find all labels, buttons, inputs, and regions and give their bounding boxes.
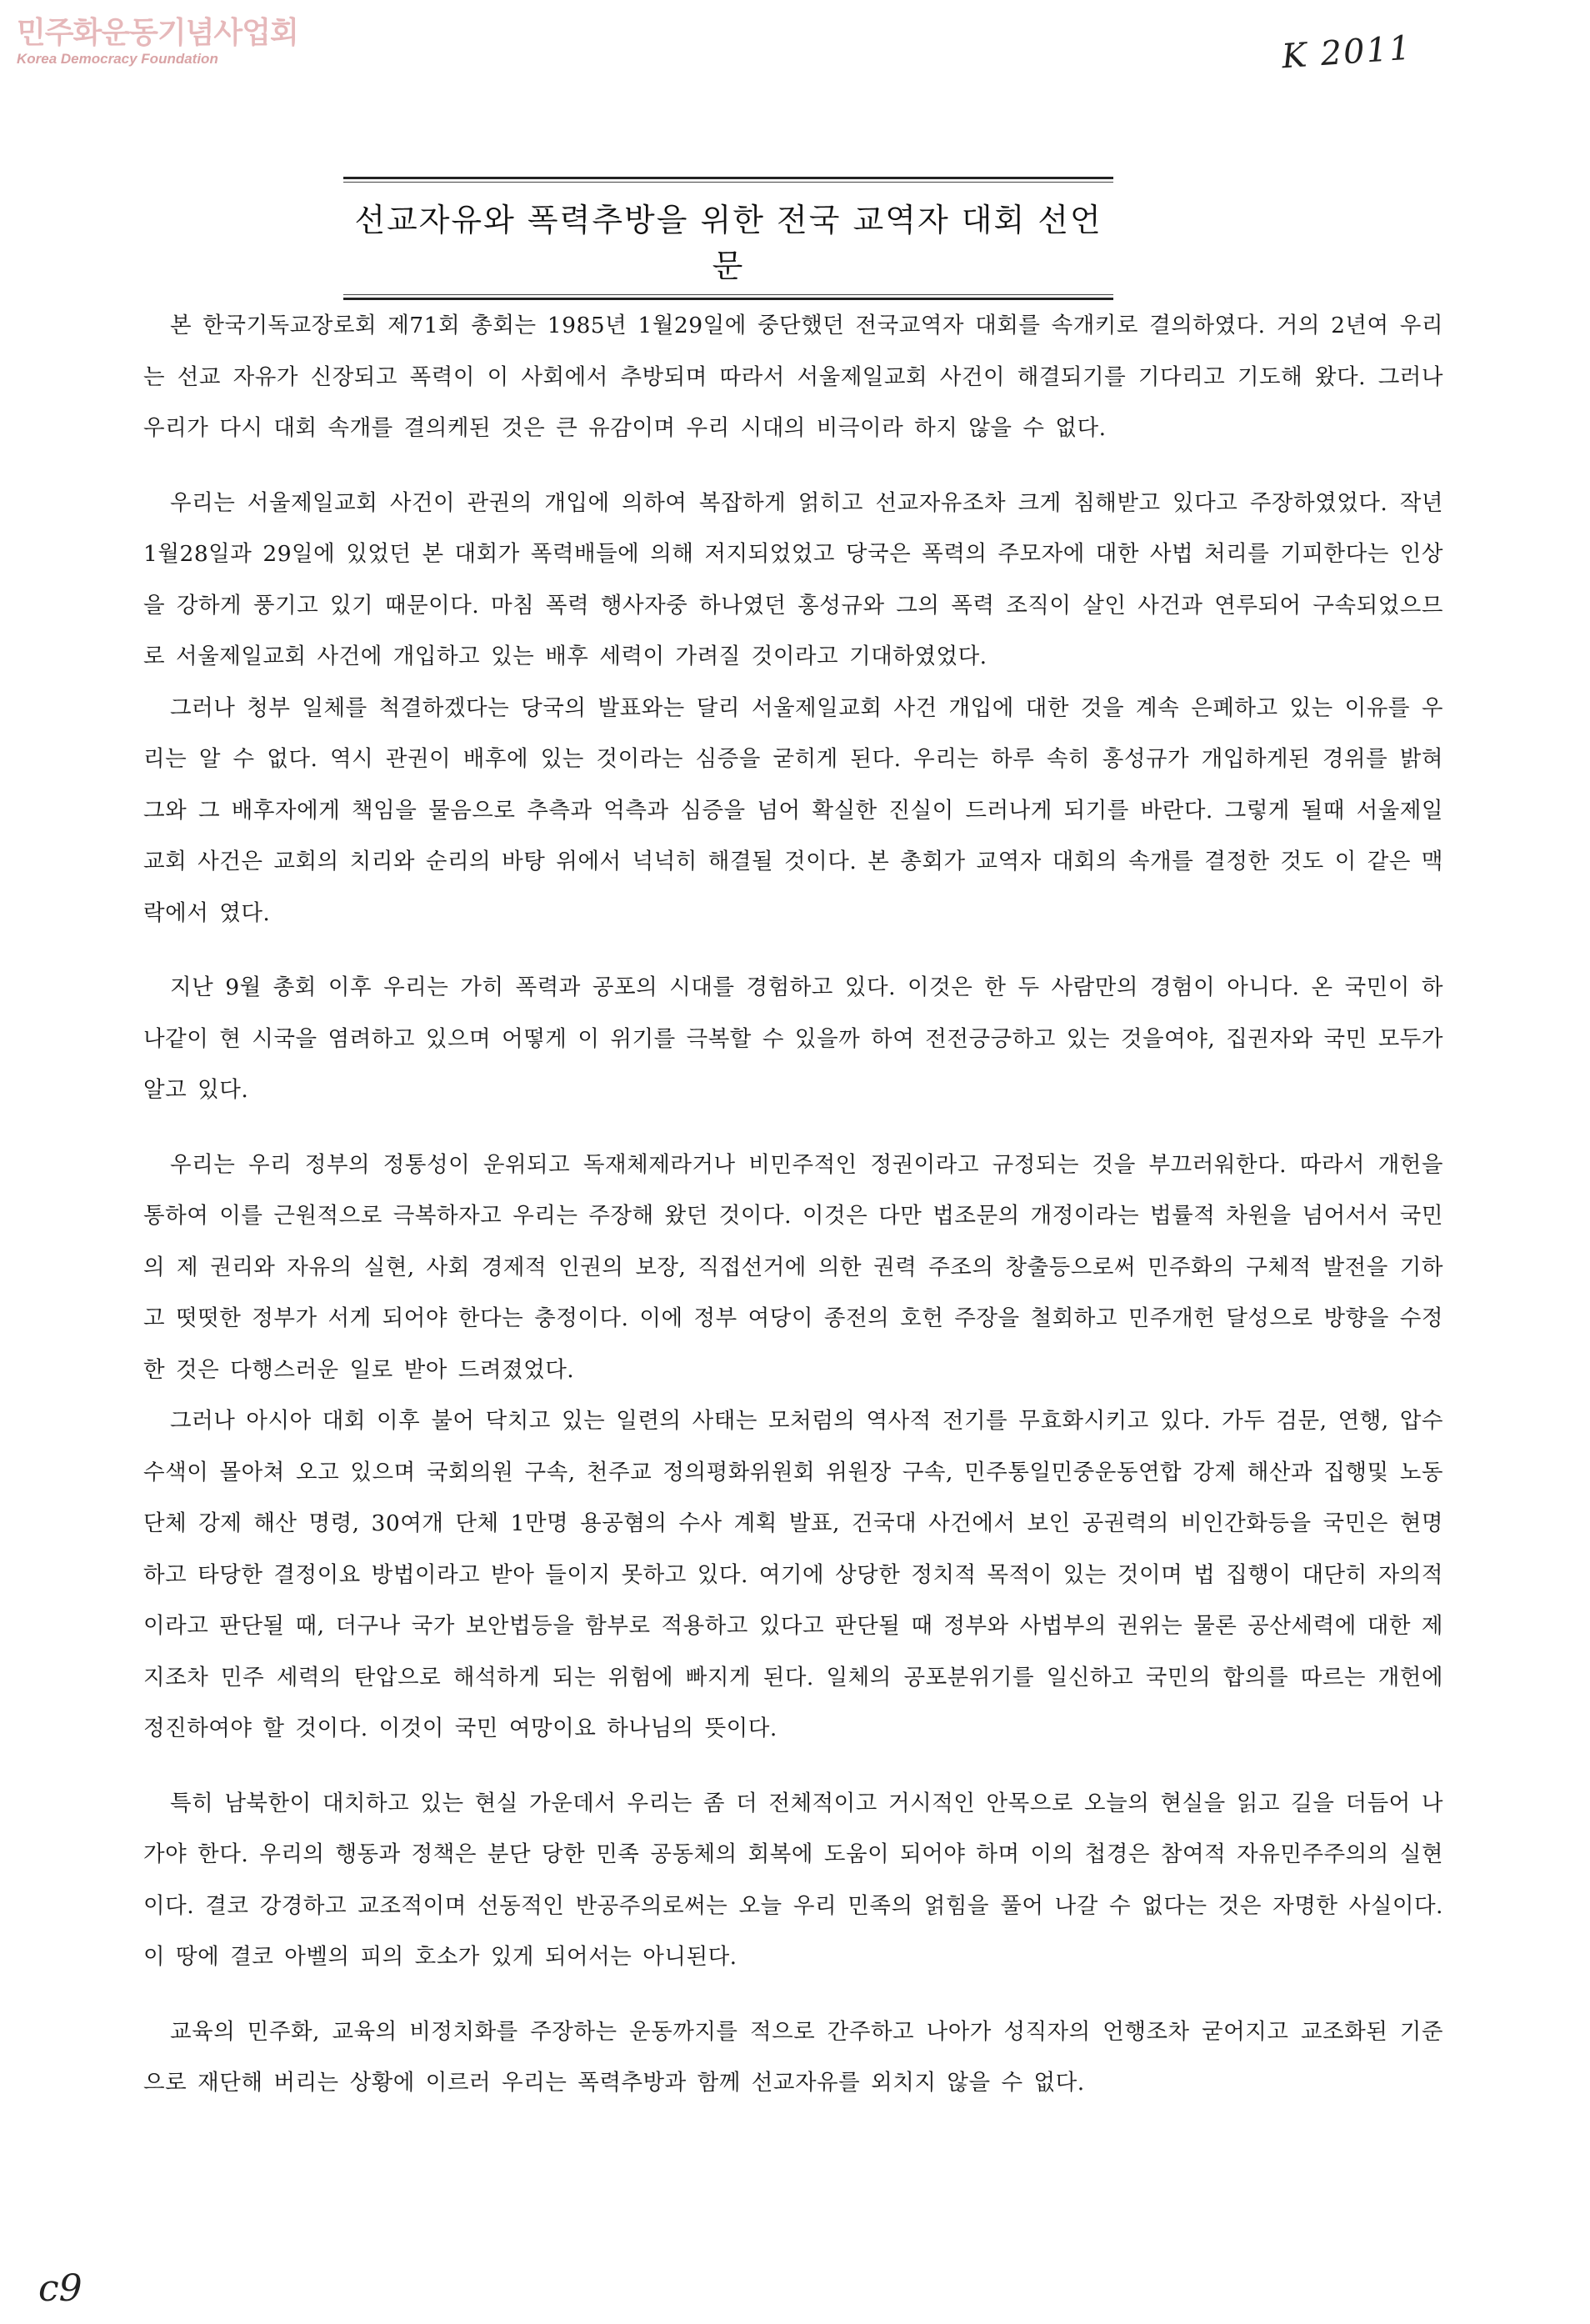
- paragraph-1: 본 한국기독교장로회 제71회 총회는 1985년 1월29일에 중단했던 전국교역자 대회를 속개키로 결의하였다. 거의 2년여 우리는 선교 자유가 신장되고 폭력이 이 사회에서 추방되며 따라서 서울제일교회 사건이 해결되기를 기다리고 기도해 왔다. 그러나 우리가 다시 대회 속개를 결의케된 것은 큰 유감이며 우리 시대의 비극이라 하지 않을 수 없다.: [143, 313, 1443, 441]
- title-rule-top: [343, 177, 1113, 179]
- document-title: 선교자유와 폭력추방을 위한 전국 교역자 대회 선언문: [354, 202, 1102, 284]
- paragraph-2: 우리는 서울제일교회 사건이 관권의 개입에 의하여 복잡하게 얽히고 선교자유조차 크게 침해받고 있다고 주장하였었다. 작년 1월28일과 29일에 있었던 본 대회가 폭력배들에 의해 저지되었었고 당국은 폭력의 주모자에 대한 사법 처리를 기피한다는 인상을 강하게 풍기고 있기 때문이다. 마침 폭력 행사자중 하나였던 홍성규와 그의 폭력 조직이 살인 사건과 연루되어 구속되었으므로 서울제일교회 사건에 개입하고 있는 배후 세력이 가려질 것이라고 기대하였었다.: [143, 489, 1443, 669]
- paragraph-3: 그러나 청부 일체를 척결하겠다는 당국의 발표와는 달리 서울제일교회 사건 개입에 대한 것을 계속 은폐하고 있는 이유를 우리는 알 수 없다. 역시 관권이 배후에 있는 것이라는 심증을 굳히게 된다. 우리는 하루 속히 홍성규가 개입하게된 경위를 밝혀 그와 그 배후자에게 책임을 물음으로 추측과 억측과 심증을 넘어 확실한 진실이 드러나게 되기를 바란다. 그렇게 될때 서울제일교회 사건은 교회의 치리와 순리의 바탕 위에서 넉넉히 해결될 것이다. 본 총회가 교역자 대회의 속개를 결정한 것도 이 같은 맥락에서 였다.: [143, 694, 1443, 926]
- paragraph-5: 우리는 우리 정부의 정통성이 운위되고 독재체제라거나 비민주적인 정권이라고 규정되는 것을 부끄러워한다. 따라서 개헌을 통하여 이를 근원적으로 극복하자고 우리는 주장해 왔던 것이다. 이것은 다만 법조문의 개정이라는 법률적 차원을 넘어서서 국민의 제 권리와 자유의 실현, 사회 경제적 인권의 보장, 직접선거에 의한 권력 주조의 창출등으로써 민주화의 구체적 발전을 기하고 떳떳한 정부가 서게 되어야 한다는 충정이다. 이에 정부 여당이 종전의 호헌 주장을 철회하고 민주개헌 달성으로 방향을 수정한 것은 다행스러운 일로 받아 드려졌었다.: [143, 1151, 1443, 1383]
- watermark-korean-text: 민주화운동기념사업회: [17, 16, 298, 50]
- paragraph-6: 그러나 아시아 대회 이후 불어 닥치고 있는 일련의 사태는 모처럼의 역사적 전기를 무효화시키고 있다. 가두 검문, 연행, 압수 수색이 몰아쳐 오고 있으며 국회의원 구속, 천주교 정의평화위원회 위원장 구속, 민주통일민중운동연합 강제 해산과 집행및 노동단체 강제 해산 명령, 30여개 단체 1만명 용공혐의 수사 계획 발표, 건국대 사건에서 보인 공권력의 비인간화등을 국민은 현명하고 타당한 결정이요 방법이라고 받아 들이지 못하고 있다. 여기에 상당한 정치적 목적이 있는 것이며 법 집행이 대단히 자의적이라고 판단될 때, 더구나 국가 보안법등을 함부로 적용하고 있다고 판단될 때 정부와 사법부의 권위는 물론 공산세력에 대한 제지조차 민주 세력의 탄압으로 해석하게 되는 위험에 빠지게 된다. 일체의 공포분위기를 일신하고 국민의 합의를 따르는 개헌에 정진하여야 할 것이다. 이것이 국민 여망이요 하나님의 뜻이다.: [143, 1408, 1443, 1741]
- title-block: [343, 177, 1113, 300]
- paragraph-8: 교육의 민주화, 교육의 비정치화를 주장하는 운동까지를 적으로 간주하고 나아가 성직자의 언행조차 굳어지고 교조화된 기준으로 재단해 버리는 상황에 이르러 우리는 폭력추방과 함께 선교자유를 외치지 않을 수 없다.: [143, 2018, 1443, 2096]
- paragraph-7: 특히 남북한이 대치하고 있는 현실 가운데서 우리는 좀 더 전체적이고 거시적인 안목으로 오늘의 현실을 읽고 길을 더듬어 나가야 한다. 우리의 행동과 정책은 분단 당한 민족 공동체의 회복에 도움이 되어야 하며 이의 첩경은 참여적 자유민주주의의 실현이다. 결코 강경하고 교조적이며 선동적인 반공주의로써는 오늘 우리 민족의 얽힘을 풀어 나갈 수 없다는 것은 자명한 사실이다. 이 땅에 결코 아벨의 피의 호소가 있게 되어서는 아니된다.: [143, 1790, 1443, 1970]
- paragraph-4: 지난 9월 총회 이후 우리는 가히 폭력과 공포의 시대를 경험하고 있다. 이것은 한 두 사람만의 경험이 아니다. 온 국민이 하나같이 현 시국을 염려하고 있으며 어떻게 이 위기를 극복할 수 있을까 하여 전전긍긍하고 있는 것을여야, 집권자와 국민 모두가 알고 있다.: [143, 974, 1443, 1103]
- watermark-logo: [17, 15, 298, 68]
- document-body: [143, 300, 1443, 2109]
- watermark-english-text: Korea Democracy Foundation: [17, 51, 218, 67]
- page-number: c9: [38, 2267, 82, 2310]
- handwritten-note: K 2011: [1280, 28, 1413, 77]
- title-rule-bottom-thin: [343, 294, 1113, 295]
